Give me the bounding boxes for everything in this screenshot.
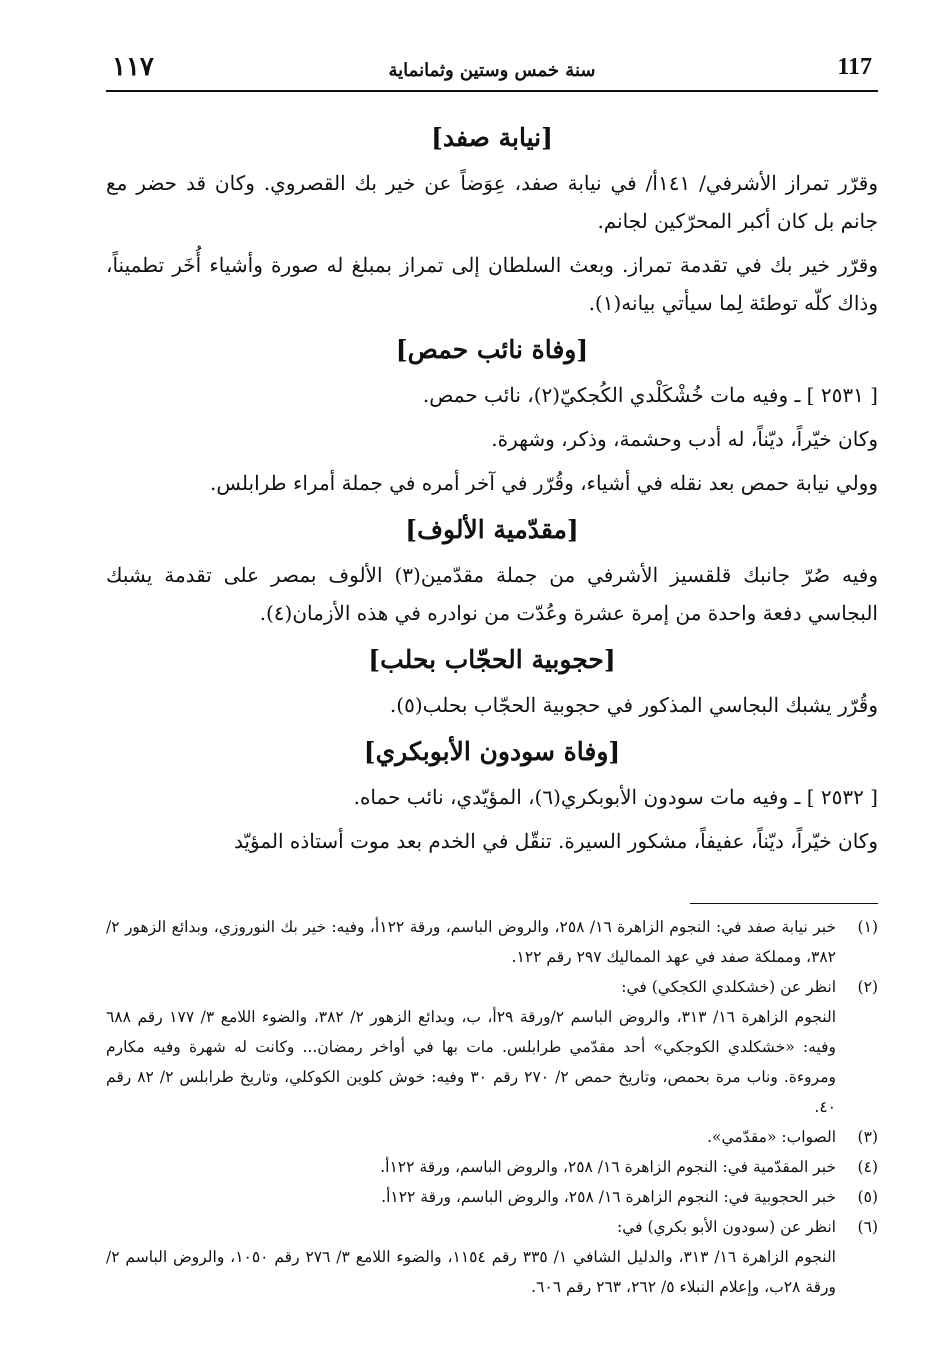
section-heading: [مقدّمية الألوف] bbox=[405, 515, 579, 544]
footnote-text: خبر المقدّمية في: النجوم الزاهرة ١٦/ ٢٥٨، والروض الباسم، ورقة ١٢٢أ. bbox=[380, 1158, 836, 1176]
footnote-text: خبر الحجوبية في: النجوم الزاهرة ١٦/ ٢٥٨، والروض الباسم، ورقة ١٢٢أ. bbox=[381, 1188, 836, 1206]
paragraph: وكان خيّراً، ديّناً، عفيفاً، مشكور السيرة. تنقّل في الخدم بعد موت أستاذه المؤيّد bbox=[233, 829, 878, 853]
footnote-number bbox=[836, 1242, 878, 1302]
paragraph: وكان خيّراً، ديّناً، له أدب وحشمة، وذكر، وشهرة. bbox=[491, 427, 878, 451]
page-number-arabic: ١١٧ bbox=[112, 52, 154, 82]
running-title: سنة خمس وستين وثمانماية bbox=[388, 60, 596, 81]
page-header bbox=[106, 50, 878, 92]
footnote-text: النجوم الزاهرة ١٦/ ٣١٣، والروض الباسم ٢/ورقة ٢٩أ، ب، وبدائع الزهور ٢/ ٣٨٢، والضوء اللامع ٣/ ١٧٧ رقم ٦٨٨ وفيه: «خشكلدي الكوجكي» أحد مقدّمي طرابلس. مات بها في أواخر رمضان... وكانت له شهرة وفيه مكارم ومروءة. وناب مرة بحمص، وتاريخ حمص ٢/ ٢٧٠ رقم ٣٠ وفيه: خوش كلوين الكوكلي، وتاريخ طرابلس ٢/ ٨٢ رقم ٤٠. bbox=[106, 1008, 836, 1116]
footnote-text: انظر عن (خشكلدي الكجكي) في: bbox=[621, 978, 836, 996]
footnote-text: النجوم الزاهرة ١٦/ ٣١٣، والدليل الشافي ١/ ٣٣٥ رقم ١١٥٤، والضوء اللامع ٣/ ٢٧٦ رقم ١٠٥٠، والروض الباسم ٢/ورقة ٢٨ب، وإعلام النبلاء ٥/ ٢٦٢، ٢٦٣ رقم ٦٠٦. bbox=[106, 1248, 836, 1296]
paragraph: وقُرّر يشبك البجاسي المذكور في حجوبية الحجّاب بحلب(٥). bbox=[389, 693, 878, 717]
footnote-number: (٤) bbox=[857, 1158, 878, 1176]
section-heading: [وفاة سودون الأبوبكري] bbox=[363, 737, 621, 766]
footnote bbox=[106, 1152, 878, 1182]
footnotes bbox=[106, 912, 878, 1302]
section-heading: [حجوبية الحجّاب بحلب] bbox=[368, 645, 616, 674]
footnote bbox=[106, 1122, 878, 1152]
footnote-number: (٢) bbox=[857, 978, 878, 996]
section-heading: [نيابة صفد] bbox=[431, 123, 553, 152]
footnote bbox=[106, 1242, 878, 1302]
footnote bbox=[106, 1002, 878, 1122]
paragraph: وفيه صُرّ جانبك قلقسيز الأشرفي من جملة مقدّمين(٣) الألوف بمصر على تقدمة يشبك البجاسي دفعة واحدة من إمرة عشرة وعُدّت من نوادره في هذه الأزمان(٤). bbox=[106, 563, 878, 625]
paragraph: [ ٢٥٣٢ ] ـ وفيه مات سودون الأبوبكري(٦)، المؤيّدي، نائب حماه. bbox=[353, 785, 878, 809]
footnote bbox=[106, 1212, 878, 1242]
paragraph: وقرّر خير بك في تقدمة تمراز. وبعث السلطان إلى تمراز بمبلغ له صورة وأشياء أُخَر تطميناً، وذاك كلّه توطئة لِما سيأتي بيانه(١). bbox=[106, 253, 878, 315]
footnote-divider bbox=[690, 903, 878, 904]
footnote-number: (٥) bbox=[857, 1188, 878, 1206]
page-number-latin: 117 bbox=[837, 54, 872, 80]
footnote bbox=[106, 912, 878, 972]
section-hujubiyya bbox=[106, 638, 878, 724]
footnote-text: الصواب: «مقدّمي». bbox=[707, 1128, 836, 1146]
section-sudun bbox=[106, 730, 878, 860]
footnote-text: خبر نيابة صفد في: النجوم الزاهرة ١٦/ ٢٥٨، والروض الباسم، ورقة ١٢٢أ، وفيه: خير بك النوروزي، وبدائع الزهور ٢/ ٣٨٢، ومملكة صفد في عهد المماليك ٢٩٧ رقم ١٢٢. bbox=[106, 918, 837, 966]
paragraph: وولي نيابة حمص بعد نقله في أشياء، وقُرّر في آخر أمره في جملة أمراء طرابلس. bbox=[210, 471, 878, 495]
main-text bbox=[106, 110, 878, 866]
footnote bbox=[106, 1182, 878, 1212]
section-safad bbox=[106, 116, 878, 322]
footnote bbox=[106, 972, 878, 1002]
footnote-number: (١) bbox=[857, 918, 878, 936]
section-heading: [وفاة نائب حمص] bbox=[395, 335, 589, 364]
footnote-number: (٦) bbox=[857, 1218, 878, 1236]
paragraph: وقرّر تمراز الأشرفي/ ١٤١أ/ في نيابة صفد، عِوَضاً عن خير بك القصروي. وكان قد حضر مع جانم بل كان أكبر المحرّكين لجانم. bbox=[106, 171, 878, 233]
section-homs bbox=[106, 328, 878, 502]
footnote-number bbox=[836, 1002, 878, 1122]
paragraph: [ ٢٥٣١ ] ـ وفيه مات خُشْكَلْدي الكُجكيّ(٢)، نائب حمص. bbox=[422, 383, 878, 407]
section-muqaddamiyya bbox=[106, 508, 878, 632]
footnote-number: (٣) bbox=[857, 1128, 878, 1146]
footnote-text: انظر عن (سودون الأبو بكري) في: bbox=[616, 1218, 836, 1236]
